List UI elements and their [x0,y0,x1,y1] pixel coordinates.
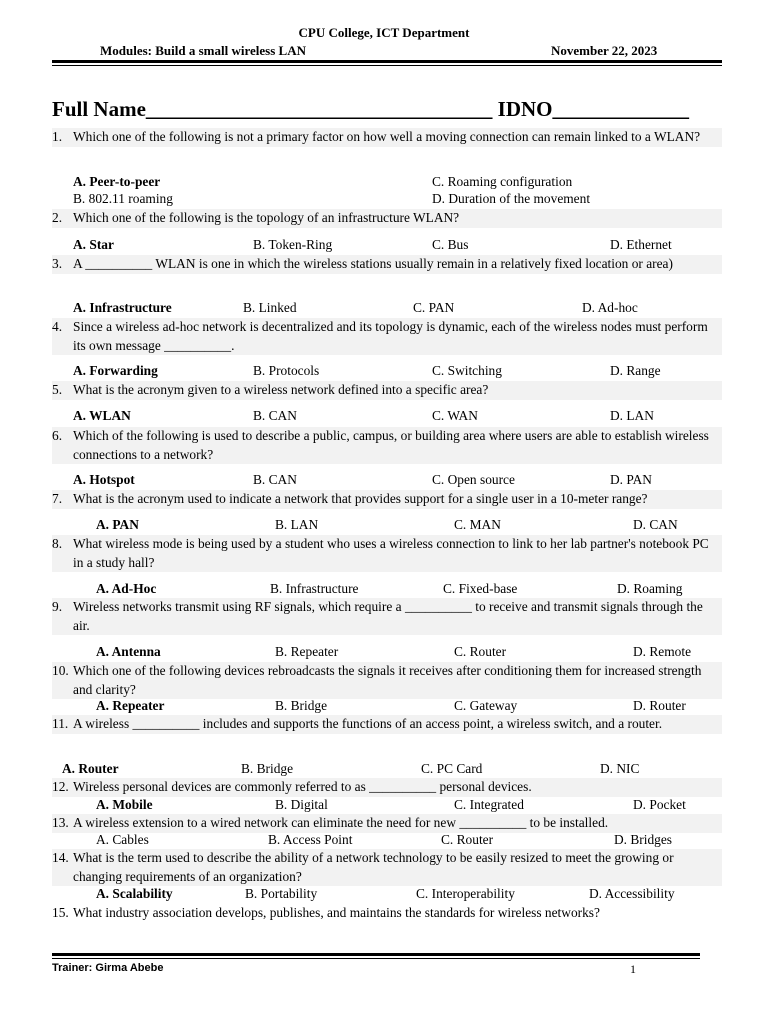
option-b[interactable]: B. 802.11 roaming [73,191,173,206]
footer-trainer: Trainer: Girma Abebe [52,962,164,974]
option-a[interactable]: A. Peer-to-peer [73,174,161,189]
option-c[interactable]: C. Open source [432,472,515,487]
question-text: Which one of the following devices rebroadcasts the signals it receives after conditioning them for increased strength and clarity? [73,663,702,697]
option-c[interactable]: C. Fixed-base [443,581,518,596]
option-d[interactable]: D. Remote [633,644,692,659]
question-5 [52,381,722,400]
question-text: Wireless networks transmit using RF signals, which require a __________ to receive and transmit signals through the air. [73,599,703,633]
option-c[interactable]: C. Switching [432,363,502,378]
question-number: 8. [52,536,63,551]
question-number: 4. [52,319,63,334]
question-text: What wireless mode is being used by a student who uses a wireless connection to link to her lab partner's notebook PC in a study hall? [73,536,709,570]
question-number: 9. [52,599,63,614]
question-6 [52,427,722,464]
question-15 [52,904,722,923]
full-name-label: Full Name [52,97,146,121]
option-b[interactable]: B. Digital [275,797,328,812]
question-8 [52,535,722,572]
question-text: Wireless personal devices are commonly referred to as __________ personal devices. [73,779,532,794]
option-c[interactable]: C. Interoperability [416,886,515,901]
idno-label: IDNO [497,97,553,121]
option-d[interactable]: D. Router [633,698,686,713]
question-text: A __________ WLAN is one in which the wireless stations usually remain in a relatively fixed location or area) [73,256,673,271]
option-d[interactable]: D. Duration of the movement [432,191,591,206]
option-d[interactable]: D. NIC [600,761,640,776]
option-b[interactable]: B. Repeater [275,644,339,659]
option-a[interactable]: A. Mobile [96,797,153,812]
question-number: 11. [52,716,69,731]
question-number: 12. [52,779,69,794]
question-text: What is the acronym given to a wireless network defined into a specific area? [73,382,489,397]
question-text: Which one of the following is not a primary factor on how well a moving connection can remain linked to a WLAN? [73,129,701,144]
question-number: 5. [52,382,63,397]
question-text: What industry association develops, publishes, and maintains the standards for wireless networks? [73,905,600,920]
question-3 [52,255,722,274]
module-title: Modules: Build a small wireless LAN [100,43,306,58]
page-number: 1 [630,962,636,976]
option-c[interactable]: C. Router [441,832,494,847]
question-number: 6. [52,428,63,443]
option-a[interactable]: A. Cables [96,832,149,847]
option-c[interactable]: C. PAN [413,300,455,315]
question-number: 13. [52,815,69,830]
option-b[interactable]: B. Bridge [275,698,328,713]
header-rule-thin [52,65,722,66]
question-4 [52,318,722,355]
footer-rule-thin [52,958,700,959]
option-a[interactable]: A. Scalability [96,886,173,901]
idno-blank[interactable]: _____________ [552,97,689,121]
option-d[interactable]: D. Pocket [633,797,686,812]
question-13 [52,814,722,833]
option-c[interactable]: C. Gateway [454,698,518,713]
option-c[interactable]: C. MAN [454,517,501,532]
question-7 [52,490,722,509]
option-b[interactable]: B. LAN [275,517,319,532]
option-b[interactable]: B. Bridge [241,761,294,776]
header-rule [52,60,722,63]
option-b[interactable]: B. Linked [243,300,297,315]
question-text: Which one of the following is the topology of an infrastructure WLAN? [73,210,460,225]
full-name-blank[interactable]: _________________________________ [145,97,493,121]
question-text: What is the acronym used to indicate a network that provides support for a single user in a 10-meter range? [73,491,648,506]
question-text: What is the term used to describe the ability of a network technology to be easily resized to meet the growing or changing requirements of an organization? [73,850,674,884]
option-d[interactable]: D. Accessibility [589,886,675,901]
option-c[interactable]: C. Integrated [454,797,524,812]
option-a[interactable]: A. Infrastructure [73,300,172,315]
option-a[interactable]: A. Router [62,761,119,776]
option-d[interactable]: D. PAN [610,472,652,487]
question-2 [52,209,722,228]
question-12 [52,778,722,797]
question-text: Since a wireless ad-hoc network is decentralized and its topology is dynamic, each of the wireless nodes must perform its own message __________. [73,319,708,353]
option-b[interactable]: B. Access Point [268,832,353,847]
option-b[interactable]: B. Portability [245,886,318,901]
question-1 [52,128,722,147]
option-d[interactable]: D. Roaming [617,581,683,596]
header-title: CPU College, ICT Department [298,25,470,40]
option-d[interactable]: D. Ad-hoc [582,300,638,315]
option-b[interactable]: B. Protocols [253,363,320,378]
question-number: 15. [52,905,69,920]
question-10 [52,662,722,699]
question-number: 1. [52,129,63,144]
option-d[interactable]: D. Range [610,363,661,378]
question-number: 14. [52,850,69,865]
option-a[interactable]: A. Antenna [96,644,161,659]
question-number: 7. [52,491,63,506]
option-d[interactable]: D. LAN [610,408,654,423]
option-a[interactable]: A. Repeater [96,698,165,713]
option-c[interactable]: C. WAN [432,408,478,423]
option-a[interactable]: A. Ad-Hoc [96,581,157,596]
option-c[interactable]: C. Bus [432,237,469,252]
name-id-line [52,97,689,122]
option-d[interactable]: D. CAN [633,517,678,532]
question-11 [52,715,722,734]
option-d[interactable]: D. Bridges [614,832,673,847]
option-a[interactable]: A. WLAN [73,408,131,423]
question-number: 2. [52,210,63,225]
header-date: November 22, 2023 [551,43,658,58]
option-b[interactable]: B. Token-Ring [253,237,333,252]
option-a[interactable]: A. Hotspot [73,472,135,487]
option-d[interactable]: D. Ethernet [610,237,672,252]
option-b[interactable]: B. CAN [253,408,297,423]
option-c[interactable]: C. Router [454,644,507,659]
option-a[interactable]: A. Forwarding [73,363,158,378]
question-14 [52,849,722,886]
question-text: Which of the following is used to describe a public, campus, or building area where users are able to establish wireless connections to a network? [73,428,709,462]
option-c[interactable]: C. PC Card [421,761,483,776]
question-number: 10. [52,663,69,678]
question-number: 3. [52,256,63,271]
option-a[interactable]: A. Star [73,237,114,252]
option-a[interactable]: A. PAN [96,517,139,532]
option-b[interactable]: B. CAN [253,472,297,487]
option-b[interactable]: B. Infrastructure [270,581,359,596]
question-text: A wireless extension to a wired network can eliminate the need for new __________ to be installed. [73,815,609,830]
question-text: A wireless __________ includes and supports the functions of an access point, a wireless switch, and a router. [73,716,663,731]
question-9 [52,598,722,635]
footer-rule [52,953,700,956]
option-c[interactable]: C. Roaming configuration [432,174,573,189]
